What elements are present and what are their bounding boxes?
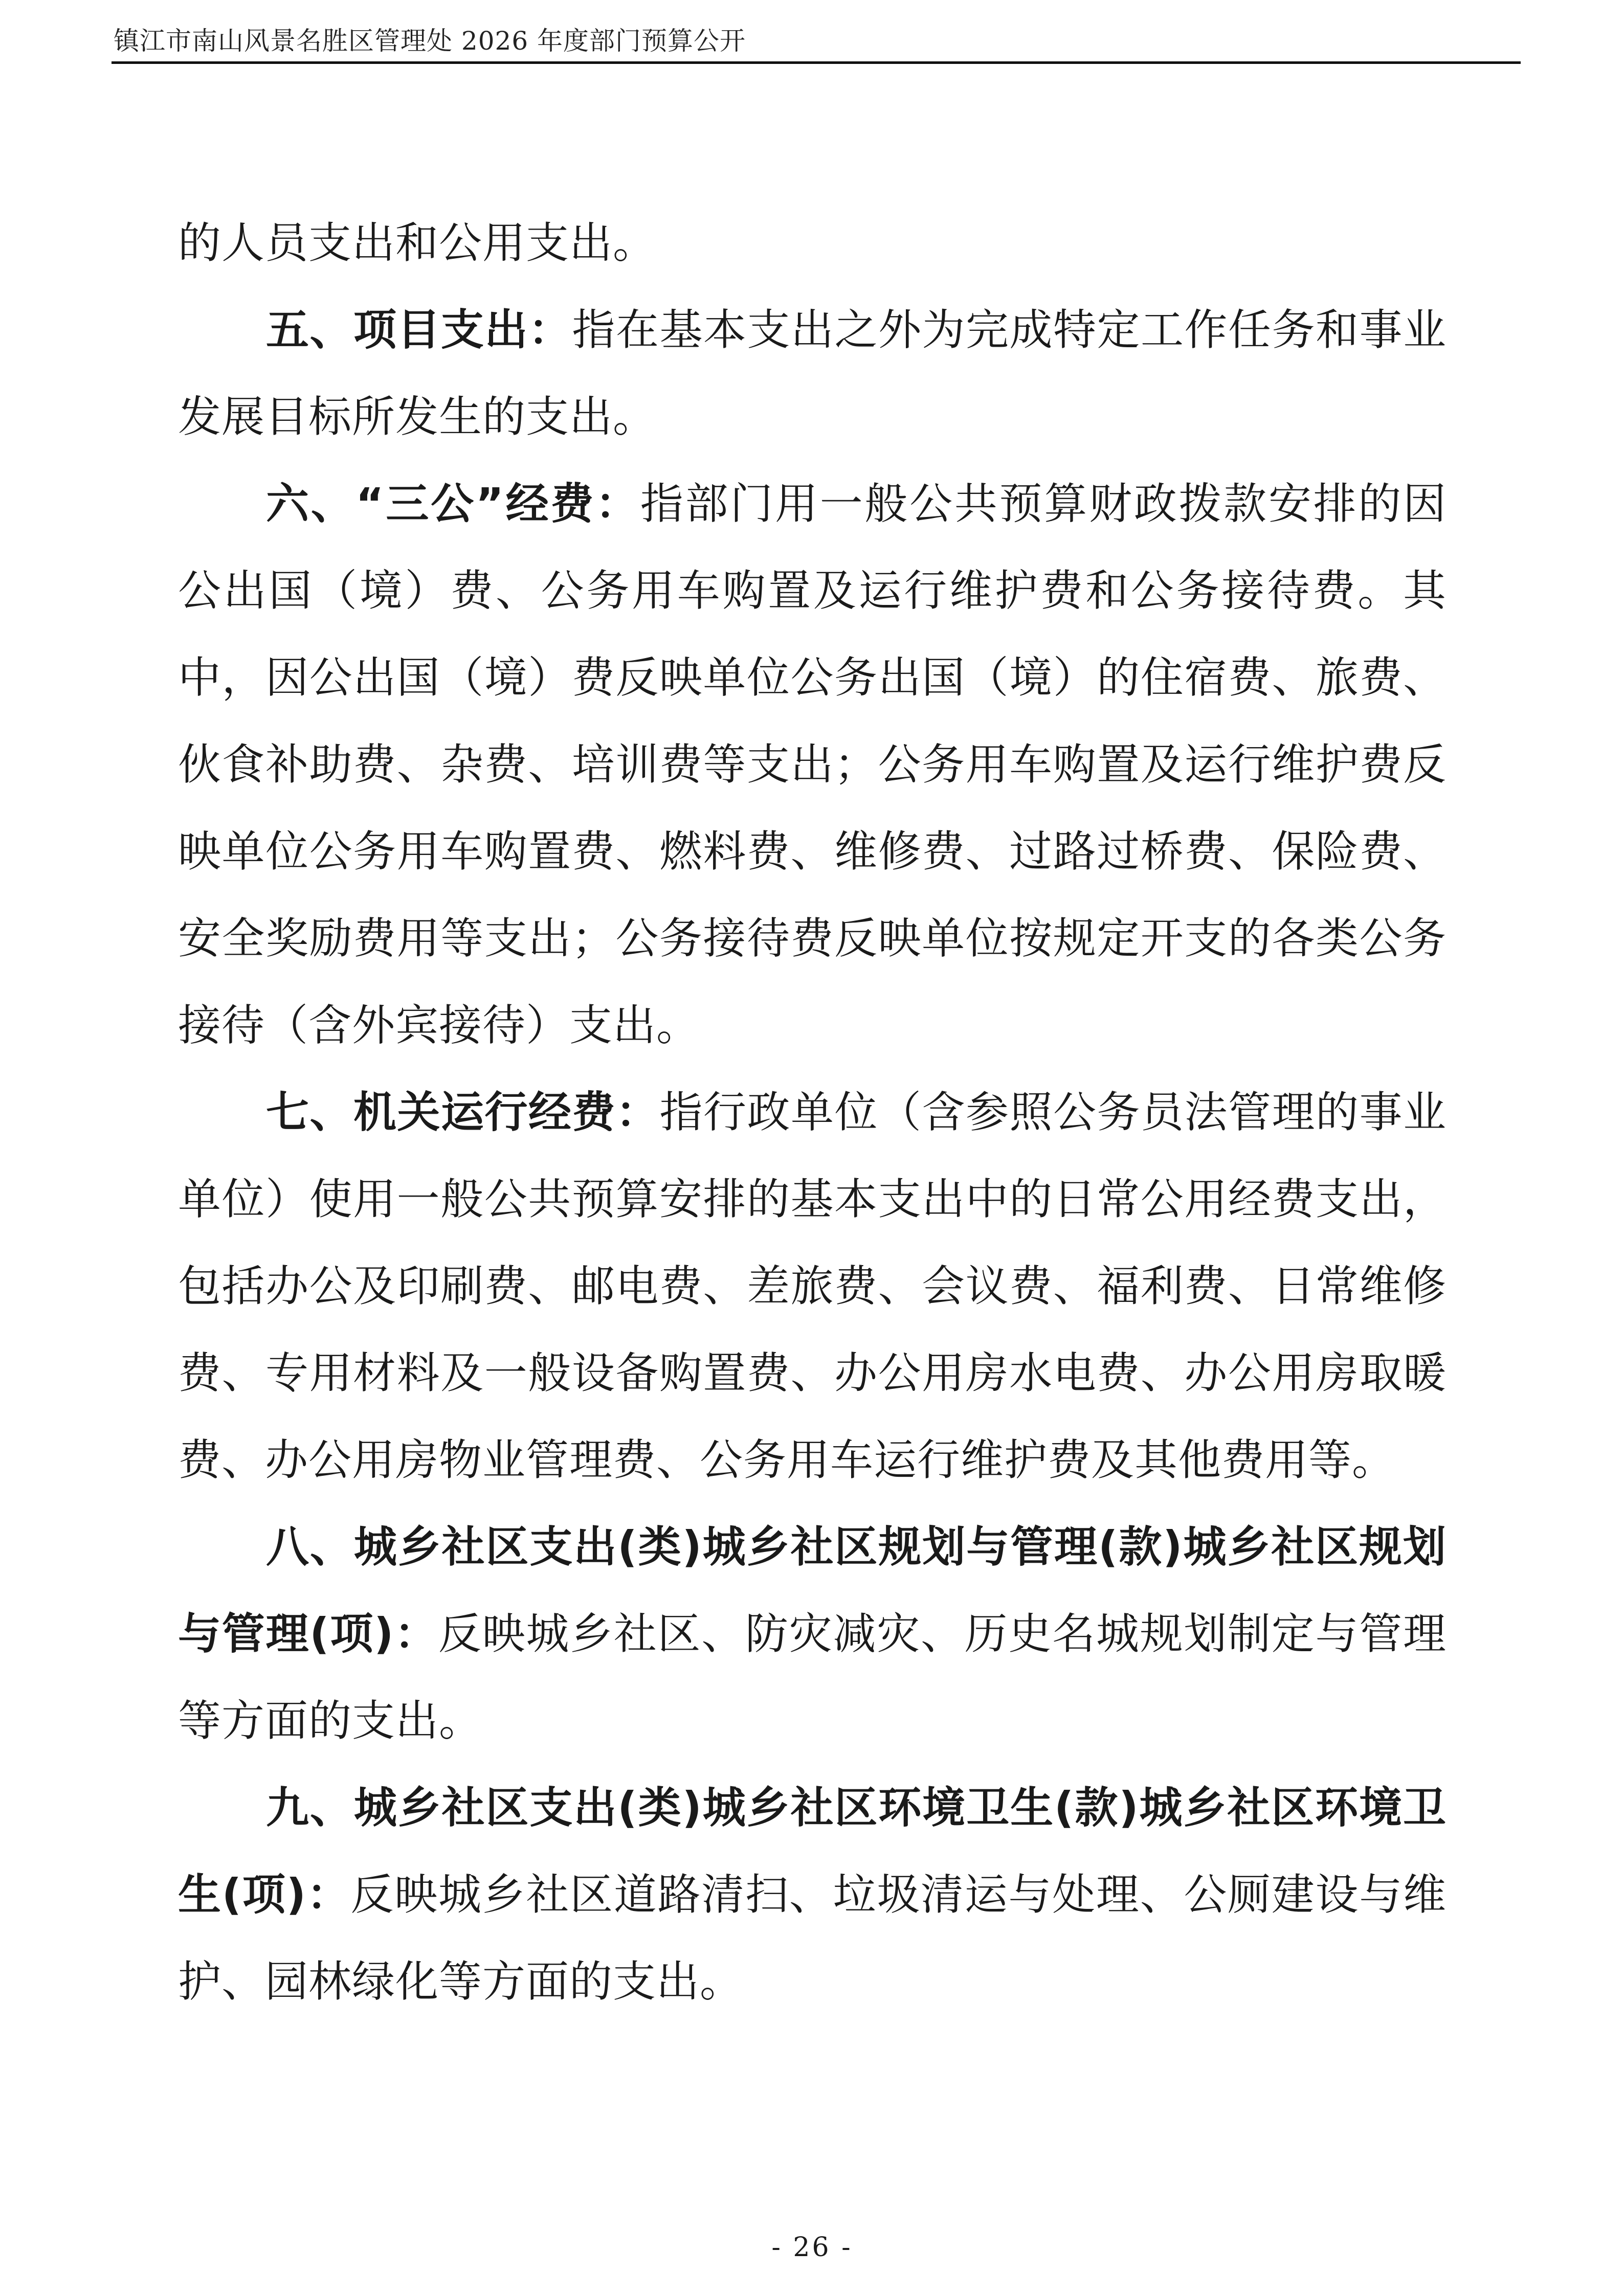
paragraph-text: 反映城乡社区、防灾减灾、历史名城规划制定与管理等方面的支出。 [178,1609,1447,1746]
paragraph-text: 反映城乡社区道路清扫、垃圾清运与处理、公厕建设与维护、园林绿化等方面的支出。 [178,1870,1447,2007]
paragraph-continuation [178,199,1447,286]
paragraph-text: 的人员支出和公用支出。 [178,218,657,268]
page-header-title: 镇江市南山风景名胜区管理处 2026 年度部门预算公开 [114,26,746,56]
paragraph-urban-rural-planning [178,1503,1447,1764]
term-heading: 七、机关运行经费： [266,1087,660,1137]
paragraph-agency-operating-funds [178,1069,1447,1503]
paragraph-text: 指在基本支出之外为完成特定工作任务和事业发展目标所发生的支出。 [178,305,1447,442]
paragraph-three-public-expenses [178,460,1447,1069]
paragraph-text: 指部门用一般公共预算财政拨款安排的因公出国（境）费、公务用车购置及运行维护费和公务接待费。其中，因公出国（境）费反映单位公务出国（境）的住宿费、旅费、伙食补助费、杂费、培训费等支出；公务用车购置及运行维护费反映单位公务用车购置费、燃料费、维修费、过路过桥费、保险费、安全奖励费用等支出；公务接待费反映单位按规定开支的各类公务接待（含外宾接待）支出。 [178,479,1447,1050]
term-heading: 六、“三公”经费： [266,479,640,529]
paragraph-text: 指行政单位（含参照公务员法管理的事业单位）使用一般公共预算安排的基本支出中的日常公用经费支出，包括办公及印刷费、邮电费、差旅费、会议费、福利费、日常维修费、专用材料及一般设备购置费、办公用房水电费、办公用房取暖费、办公用房物业管理费、公务用车运行维护费及其他费用等。 [178,1087,1447,1485]
page-number: - 26 - [771,2232,853,2263]
header-divider [112,61,1521,64]
term-heading: 九、城乡社区支出(类)城乡社区环境卫生(款)城乡社区环境卫生(项)： [178,1783,1447,1920]
term-heading: 五、项目支出： [266,305,572,355]
paragraph-urban-rural-sanitation [178,1764,1447,2025]
paragraph-project-expenditure [178,286,1447,460]
term-heading: 八、城乡社区支出(类)城乡社区规划与管理(款)城乡社区规划与管理(项)： [178,1522,1447,1659]
document-body [178,199,1447,2025]
